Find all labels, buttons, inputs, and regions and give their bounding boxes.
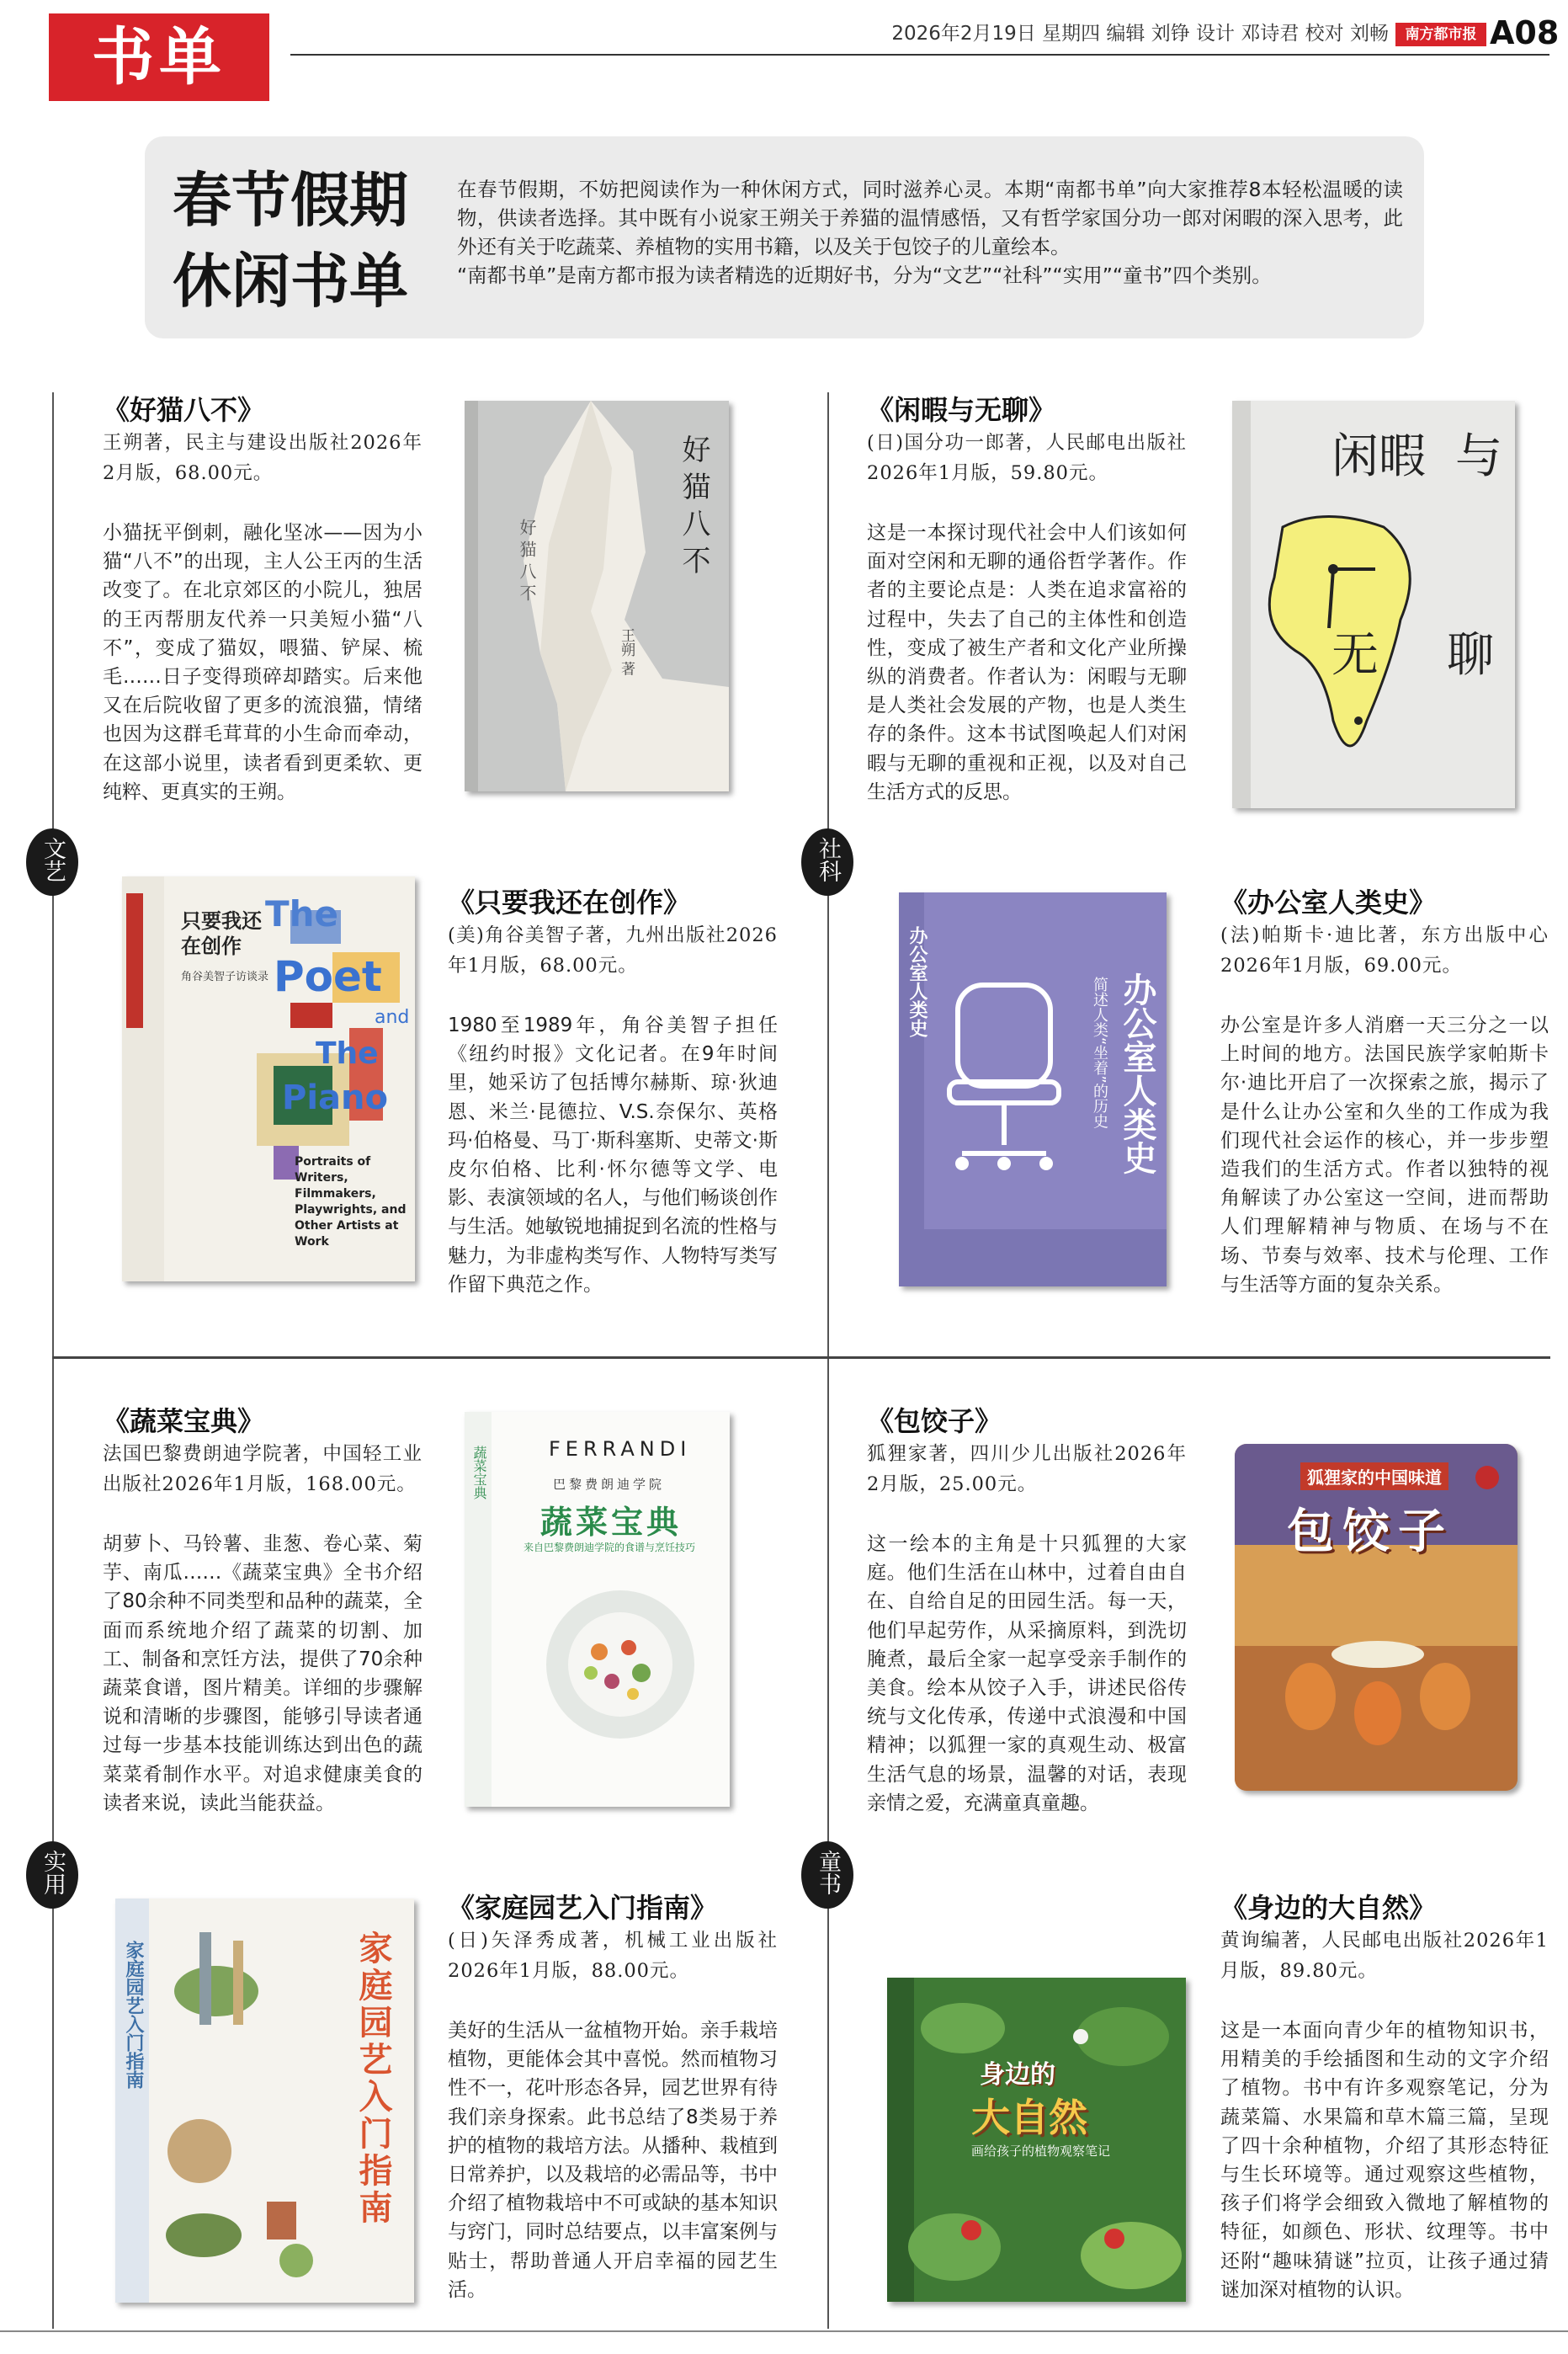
cover-title: 蔬菜宝典 [540, 1504, 683, 1541]
cover-author: 王朔 著 [618, 628, 635, 676]
cover-title: 只要我还在创作 [181, 909, 262, 958]
book-title: 《闲暇与无聊》 [867, 394, 1056, 426]
category-badge-tongshu [801, 1841, 853, 1909]
book-title: 《只要我还在创作》 [448, 887, 691, 919]
intro-paragraph-2: “南都书单”是南方都市报为读者精选的近期好书，分为“文艺”“社科”“实用”“童书”四个类别。 [457, 264, 1272, 287]
paper-logo: 南方都市报 [1395, 23, 1486, 46]
cover-en-and: and [375, 1007, 410, 1028]
cover-title-a: 身边的 [980, 2060, 1055, 2090]
cover-subtitle: 角谷美智子访谈录 [181, 971, 269, 983]
cover-title-d: 聊 [1447, 628, 1494, 683]
book-meta: (法)帕斯卡·迪比著，东方出版中心2026年1月版，69.00元。 [1220, 924, 1549, 977]
cover-spine-title: 家庭园艺入门指南 [123, 1941, 144, 2089]
left-border-line [52, 392, 54, 2329]
cover-title: 办公室人类史 [1118, 972, 1156, 1174]
cover-brand: FERRANDI [549, 1437, 692, 1461]
cover-title-c: 无 [1331, 628, 1379, 683]
book-meta: 黄询编著，人民邮电出版社2026年1月版，89.80元。 [1220, 1930, 1549, 1982]
book-baojiaozi [867, 1403, 1187, 1818]
book-yuanyi [448, 1890, 778, 2304]
page-number: A08 [1490, 14, 1560, 51]
category-badge-shiyong [26, 1841, 78, 1909]
category-badge-wenyi [26, 828, 78, 896]
book-description: 小猫抚平倒刺，融化坚冰——因为小猫“八不”的出现，主人公王丙的生活改变了。在北京郊区的小院儿，独居的王丙帮朋友代养一只美短小猫“八不”，变成了猫奴，喂猫、铲屎、梳毛……日子变得琐碎却踏实。后来他又在后院收留了更多的流浪猫，情绪也因为这群毛茸茸的小生命而牵动，在这部小说里，读者看到更柔软、更纯粹、更真实的王朔。 [103, 522, 423, 803]
book-description: 办公室是许多人消磨一天三分之一以上时间的地方。法国民族学家帕斯卡尔·迪比开启了一次探索之旅，揭示了是什么让办公室和久坐的工作成为我们现代社会运作的核心，并一步步塑造我们的生活方式。作者以独特的视角解读了办公室这一空间，进而帮助人们理解精神与物质、在场与不在场、节奏与效率、技术与伦理、工作与生活等方面的复杂关系。 [1220, 1015, 1549, 1296]
cover-title-spine: 好猫八不 [517, 519, 537, 606]
book-meta: 狐狸家著，四川少儿出版社2026年2月版，25.00元。 [867, 1443, 1187, 1495]
cover-subtitle: 画给孩子的植物观察笔记 [971, 2144, 1111, 2159]
cover-daziran [887, 1978, 1186, 2302]
book-title: 《家庭园艺入门指南》 [448, 1892, 718, 1924]
book-title: 《身边的大自然》 [1220, 1892, 1437, 1924]
center-divider [827, 392, 829, 2329]
bottom-rule [0, 2330, 1568, 2332]
book-chuangzuo [448, 885, 778, 1299]
book-title: 《好猫八不》 [103, 394, 265, 426]
cover-en-poet: Poet [274, 952, 382, 1001]
cover-title-b: 与 [1455, 429, 1502, 484]
cover-school: 巴黎费朗迪学院 [553, 1477, 666, 1492]
intro-text [457, 175, 1403, 290]
section-tag: 书单 [49, 13, 269, 101]
cover-spine-title: 办公室人类史 [906, 926, 928, 1037]
book-daziran [1220, 1890, 1549, 2304]
cover-en-the2: The [316, 1036, 379, 1071]
book-shucai [103, 1403, 423, 1818]
cover-series: 狐狸家的中国味道 [1300, 1462, 1448, 1490]
middle-divider [52, 1356, 1550, 1359]
category-label: 社科 [815, 837, 841, 882]
book-description: 这是一本面向青少年的植物知识书，用精美的手绘插图和生动的文字介绍了植物。书中有许多观察笔记，分为蔬菜篇、水果篇和草木篇三篇，呈现了四十余种植物，介绍了其形态特征与生长环境等。通过观察这些植物，孩子们将学会细致入微地了解植物的特征，如颜色、形状、纹理等。书中还附“趣味猜谜”拉页，让孩子通过猜谜加深对植物的认识。 [1220, 2020, 1549, 2301]
cover-shucai [465, 1412, 730, 1807]
book-meta: 法国巴黎费朗迪学院著，中国轻工业出版社2026年1月版，168.00元。 [103, 1443, 423, 1495]
cover-spine-title: 蔬菜宝典 [471, 1446, 487, 1499]
cover-title-b: 大自然 [971, 2095, 1087, 2140]
category-label: 童书 [815, 1850, 841, 1895]
book-meta: 王朔著，民主与建设出版社2026年2月版，68.00元。 [103, 432, 423, 484]
intro-title-line1: 春节假期 [173, 166, 408, 235]
vegetable-plate-illustration [465, 1412, 730, 1807]
book-bangongshi [1220, 885, 1549, 1299]
book-description: 美好的生活从一盆植物开始。亲手栽培植物，更能体会其中喜悦。然而植物习性不一，花叶形态各异，园艺世界有待我们亲身探索。此书总结了8类易于养护的植物的栽培方法。从播种、栽植到日常养护，以及栽培的必需品等，书中介绍了植物栽培中不可或缺的基本知识与窍门，同时总结要点，以丰富案例与贴士，帮助普通人开启幸福的园艺生活。 [448, 2020, 778, 2301]
cover-en-piano: Piano [282, 1078, 388, 1117]
cover-en-subtitle: Portraits of Writers, Filmmakers, Playwrights, and Other Artists at Work [295, 1155, 407, 1249]
cover-subtitle: 简述人类“坐着”的历史 [1091, 977, 1108, 1129]
cover-en-the: The [265, 893, 339, 935]
cover-title-a: 闲暇 [1331, 429, 1426, 484]
cover-baojiaozi [1235, 1444, 1518, 1791]
book-description: 1980至1989年，角谷美智子担任《纽约时报》文化记者。在9年时间里，她采访了包括博尔赫斯、琼·狄迪恩、米兰·昆德拉、V.S.奈保尔、英格玛·伯格曼、马丁·斯科塞斯、史蒂文·斯皮尔伯格、比利·怀尔德等文学、电影、表演领域的名人，与他们畅谈创作与生活。她敏锐地捕捉到名流的性格与魅力，为非虚构类写作、人物特写类写作留下典范之作。 [448, 1015, 778, 1296]
book-meta: (美)角谷美智子著，九州出版社2026年1月版，68.00元。 [448, 924, 778, 977]
cover-title: 好猫八不 [677, 434, 710, 583]
book-description: 这一绘本的主角是十只狐狸的大家庭。他们生活在山林中，过着自由自在、自给自足的田园生活。每一天，他们早起劳作，从采摘原料，到洗切腌煮，最后全家一起享受亲手制作的美食。绘本从饺子入手，讲述民俗传统与文化传承，传递中式浪漫和中国精神；以狐狸一家的真观生动、极富生活气息的场景，温馨的对话，表现亲情之爱，充满童真童趣。 [867, 1533, 1187, 1814]
book-xianxia [867, 392, 1187, 807]
intro-title [173, 160, 442, 322]
book-haomao [103, 392, 423, 807]
cover-chuangzuo [122, 876, 415, 1281]
book-title: 《蔬菜宝典》 [103, 1405, 265, 1437]
cover-subtitle: 来自巴黎费朗迪学院的食谱与烹饪技巧 [524, 1542, 696, 1553]
intro-paragraph-1: 在春节假期，不妨把阅读作为一种休闲方式，同时滋养心灵。本期“南都书单”向大家推荐8本轻松温暖的读物，供读者选择。其中既有小说家王朔关于养猫的温情感悟，又有哲学家国分功一郎对闲暇的深入思考，此外还有关于吃蔬菜、养植物的实用书籍，以及关于包饺子的儿童绘本。 [457, 178, 1403, 258]
issue-meta: 2026年2月19日 星期四 编辑 刘铮 设计 邓诗君 校对 刘畅 [891, 23, 1389, 45]
cover-xianxia [1232, 401, 1515, 808]
book-title: 《办公室人类史》 [1220, 887, 1437, 919]
cover-title: 包饺子 [1287, 1505, 1454, 1559]
cover-title: 家庭园艺入门指南 [353, 1931, 392, 2227]
cover-bangongshi [899, 892, 1167, 1286]
masthead-rule [290, 54, 1549, 56]
book-meta: (日)矢泽秀成著，机械工业出版社2026年1月版，88.00元。 [448, 1930, 778, 1982]
book-description: 胡萝卜、马铃薯、韭葱、卷心菜、菊芋、南瓜……《蔬菜宝典》全书介绍了80余种不同类型和品种的蔬菜，全面而系统地介绍了蔬菜的切割、加工、制备和烹饪方法，提供了70余种蔬菜食谱，图片精美。详细的步骤解说和清晰的步骤图，能够引导读者通过每一步基本技能训练达到出色的蔬菜菜肴制作水平。对追求健康美食的读者来说，读此当能获益。 [103, 1533, 423, 1814]
book-title: 《包饺子》 [867, 1405, 1002, 1437]
book-description: 这是一本探讨现代社会中人们该如何面对空闲和无聊的通俗哲学著作。作者的主要论点是：人类在追求富裕的过程中，失去了自己的主体性和创造性，变成了被生产者和文化产业所操纵的消费者。作者认为：闲暇与无聊是人类社会发展的产物，也是人类生存的条件。这本书试图唤起人们对闲暇与无聊的重视和正视，以及对自己生活方式的反思。 [867, 522, 1187, 803]
category-label: 文艺 [40, 837, 66, 882]
category-label: 实用 [40, 1850, 66, 1895]
book-meta: (日)国分功一郎著，人民邮电出版社2026年1月版，59.80元。 [867, 432, 1187, 484]
cover-yuanyi [115, 1899, 414, 2303]
cover-haomao [465, 401, 729, 791]
intro-title-line2: 休闲书单 [173, 247, 408, 316]
category-badge-sheke [801, 828, 853, 896]
